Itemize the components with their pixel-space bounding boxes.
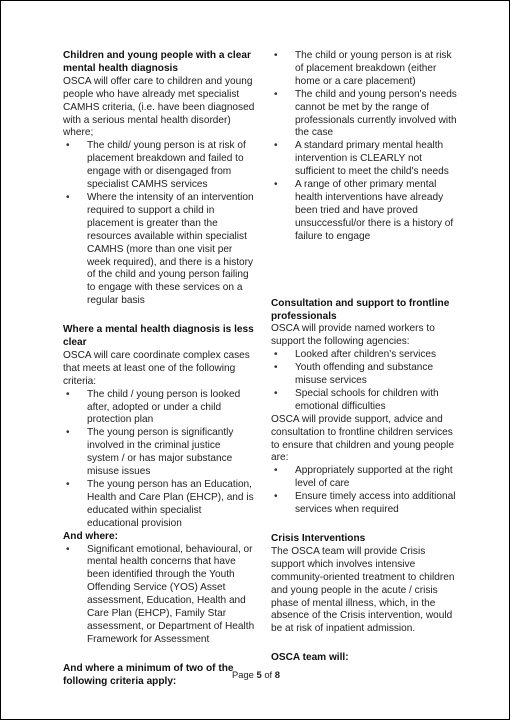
heading-crisis: Crisis Interventions	[271, 533, 366, 544]
page-total: 8	[274, 669, 280, 680]
list-less-clear	[63, 389, 255, 531]
list-item: • Where the intensity of an intervention required to support a child in placement is greater than the resources available within specialist CAMHS (more than one visit per week required), and there is a history of the child and young person failing to engage with these services on a regular basis	[63, 192, 255, 308]
and-where-label: And where:	[63, 530, 118, 542]
list-support	[271, 465, 461, 517]
paragraph-crisis: The OSCA team will provide Crisis support which involves intensive community-oriented treatment to children and young people in the acute / crisis phase of mental illness, which, in the absence of the Crisis intervention, would be at risk of inpatient admission.	[271, 545, 455, 635]
list-item: • Special schools for children with emotional difficulties	[271, 388, 461, 414]
list-item: • Looked after children's services	[271, 349, 461, 362]
list-item: • A standard primary mental health intervention is CLEARLY not sufficient to meet the child's needs	[271, 140, 461, 179]
list-item: • The child and young person's needs cannot be met by the range of professionals currently involved with the case	[271, 89, 461, 141]
paragraph-support-advice: OSCA will provide support, advice and consultation to frontline children services to ensure that children and young people are:	[271, 413, 454, 464]
paragraph-consultation: OSCA will provide named workers to support the following agencies:	[271, 323, 435, 348]
page-current: 5	[256, 669, 262, 680]
list-criteria-continued	[271, 50, 461, 244]
left-column	[63, 50, 255, 689]
heading-team-will: OSCA team will:	[271, 652, 349, 664]
list-and-where	[63, 544, 255, 647]
list-item: • The child or young person is at risk of placement breakdown (either home or a care placement)	[271, 50, 461, 89]
list-item: • Youth offending and substance misuse services	[271, 362, 461, 388]
list-item: • The young person has an Education, Health and Care Plan (EHCP), and is educated within specialist educational provision	[63, 479, 255, 531]
list-item: • Significant emotional, behavioural, or mental health concerns that have been identified through the Youth Offending Service (YOS) Asset assessment, Education, Health and Care Plan (EHCP), Family Star assessment, or Department of Health Framework for Assessment	[63, 544, 255, 647]
heading-less-clear-diagnosis: Where a mental health diagnosis is less clear	[63, 324, 254, 349]
page-footer	[1, 669, 511, 680]
list-item: • Appropriately supported at the right level of care	[271, 465, 461, 491]
paragraph-clear-diagnosis: OSCA will offer care to children and young people who have already met specialist CAMHS criteria, (i.e. have been diagnosed with a serious mental health disorder) where;	[63, 75, 255, 139]
of-word: of	[264, 669, 273, 680]
paragraph-less-clear: OSCA will care coordinate complex cases that meets at least one of the following criteria:	[63, 349, 250, 387]
list-item: • The child/ young person is at risk of placement breakdown and failed to engage with or disengaged from specialist CAMHS services	[63, 140, 255, 192]
list-item: • Ensure timely access into additional services when required	[271, 491, 461, 517]
right-column	[271, 50, 461, 665]
list-agencies	[271, 349, 461, 414]
heading-clear-diagnosis: Children and young people with a clear mental health diagnosis	[63, 50, 251, 74]
heading-consultation: Consultation and support to frontline professionals	[271, 297, 450, 322]
heading-minimum-criteria: And where a minimum of two of the following criteria apply:	[63, 662, 234, 687]
page-word: Page	[232, 669, 254, 680]
list-item: • The young person is significantly involved in the criminal justice system / or has major substance misuse issues	[63, 427, 255, 479]
list-item: • The child / young person is looked after, adopted or under a child protection plan	[63, 389, 255, 428]
list-clear-diagnosis	[63, 140, 255, 308]
list-item: • A range of other primary mental health interventions have already been tried and have proved unsuccessful/or there is a history of failure to engage	[271, 179, 461, 244]
